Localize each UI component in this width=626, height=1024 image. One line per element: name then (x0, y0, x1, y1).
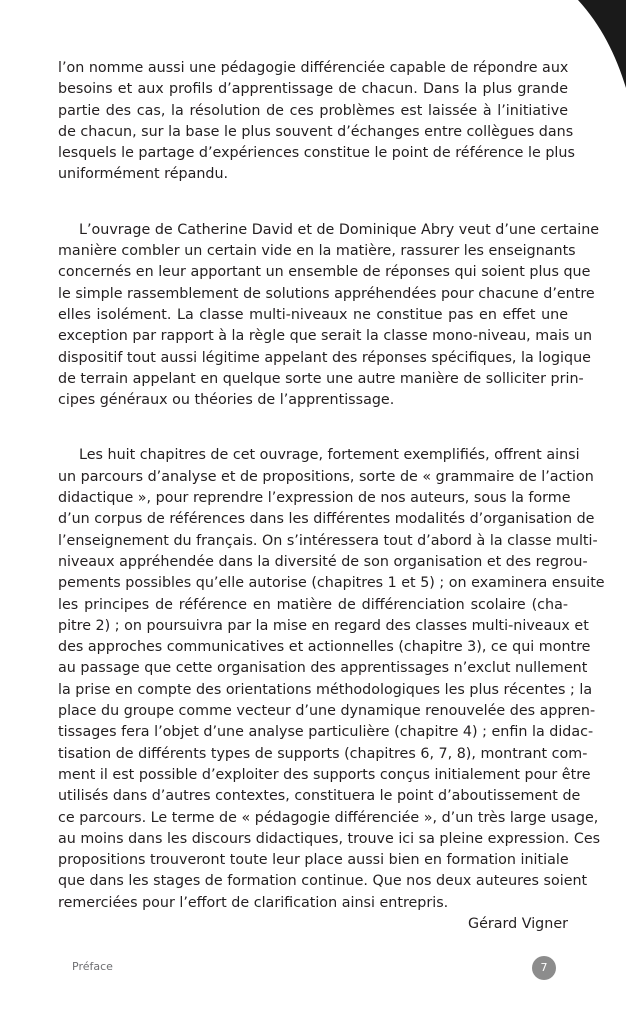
text-line: utilisés dans d’autres contextes, constituera le point d’aboutissement de (58, 788, 581, 805)
text-line: la prise en compte des orientations méthodologiques les plus récentes ; la (58, 681, 593, 698)
text-line: d’un corpus de références dans les différentes modalités d’organisation de (58, 511, 595, 528)
text-line: des approches communicatives et actionnelles (chapitre 3), ce qui montre (58, 639, 591, 656)
text-line: l’on nomme aussi une pédagogie différenciée capable de répondre aux (58, 60, 569, 76)
text-line: cipes généraux ou théories de l’apprentissage. (58, 392, 395, 409)
text-line: au moins dans les discours didactiques, trouve ici sa pleine expression. Ces (58, 830, 601, 847)
paragraph-2 (58, 220, 600, 412)
text-line: ment il est possible d’exploiter des supports conçus initialement pour être (58, 766, 591, 783)
text-line: remerciées pour l’effort de clarification ainsi entrepris. (58, 894, 449, 911)
text-line: concernés en leur apportant un ensemble de réponses qui soient plus que (58, 264, 591, 281)
text-line: niveaux appréhendée dans la diversité de son organisation et des regrou- (58, 553, 588, 570)
text-line: manière combler un certain vide en la matière, rassurer les enseignants (58, 243, 576, 260)
text-line: de terrain appelant en quelque sorte une autre manière de solliciter prin- (58, 370, 584, 387)
author-signature: Gérard Vigner (467, 916, 568, 932)
text-line: propositions trouveront toute leur place aussi bien en formation initiale (58, 852, 569, 869)
paragraph-3 (58, 445, 605, 914)
text-line: lesquels le partage d’expériences constitue le point de référence le plus (58, 145, 575, 162)
text-line: L’ouvrage de Catherine David et de Dominique Abry veut d’une certaine (79, 221, 600, 238)
text-line: elles isolément. La classe multi-niveaux ne constitue pas en effet une (58, 306, 568, 323)
text-line: tisation de différents types de supports (chapitres 6, 7, 8), montrant com- (58, 745, 588, 762)
page-number-badge: 7 (532, 956, 556, 980)
text-line: pitre 2) ; on poursuivra par la mise en regard des classes multi-niveaux et (58, 617, 589, 634)
footer-section-label: Préface (72, 960, 113, 973)
corner-decoration-shape (566, 0, 626, 90)
paragraph-1 (58, 58, 575, 186)
preface-text-column (58, 58, 605, 914)
text-line: que dans les stages de formation continue. Que nos deux auteures soient (58, 873, 588, 890)
text-line: ce parcours. Le terme de « pédagogie différenciée », d’un très large usage, (58, 809, 599, 826)
text-line: uniformément répandu. (58, 166, 229, 183)
text-line: didactique », pour reprendre l’expression de nos auteurs, sous la forme (58, 490, 571, 507)
text-line: le simple rassemblement de solutions appréhendées pour chacune d’entre (58, 285, 595, 302)
text-line: tissages fera l’objet d’une analyse particulière (chapitre 4) ; enfin la didac- (58, 724, 594, 741)
text-line: l’enseignement du français. On s’intéressera tout d’abord à la classe multi- (58, 532, 598, 549)
text-line: place du groupe comme vecteur d’une dynamique renouvelée des appren- (58, 703, 596, 720)
text-line: partie des cas, la résolution de ces problèmes est laissée à l’initiative (58, 102, 568, 119)
text-line: de chacun, sur la base le plus souvent d’échanges entre collègues dans (58, 123, 574, 140)
text-line: les principes de référence en matière de différenciation scolaire (cha- (58, 596, 568, 613)
text-line: un parcours d’analyse et de propositions, sorte de « grammaire de l’action (58, 468, 594, 485)
text-line: au passage que cette organisation des apprentissages n’exclut nullement (58, 660, 588, 677)
text-line: pements possibles qu’elle autorise (chapitres 1 et 5) ; on examinera ensuite (58, 575, 605, 592)
text-line: dispositif tout aussi légitime appelant des réponses spécifiques, la logique (58, 349, 591, 366)
text-line: Les huit chapitres de cet ouvrage, fortement exemplifiés, offrent ainsi (79, 447, 580, 464)
text-line: besoins et aux profils d’apprentissage de chacun. Dans la plus grande (58, 81, 568, 98)
text-line: exception par rapport à la règle que serait la classe mono-niveau, mais un (58, 328, 593, 345)
